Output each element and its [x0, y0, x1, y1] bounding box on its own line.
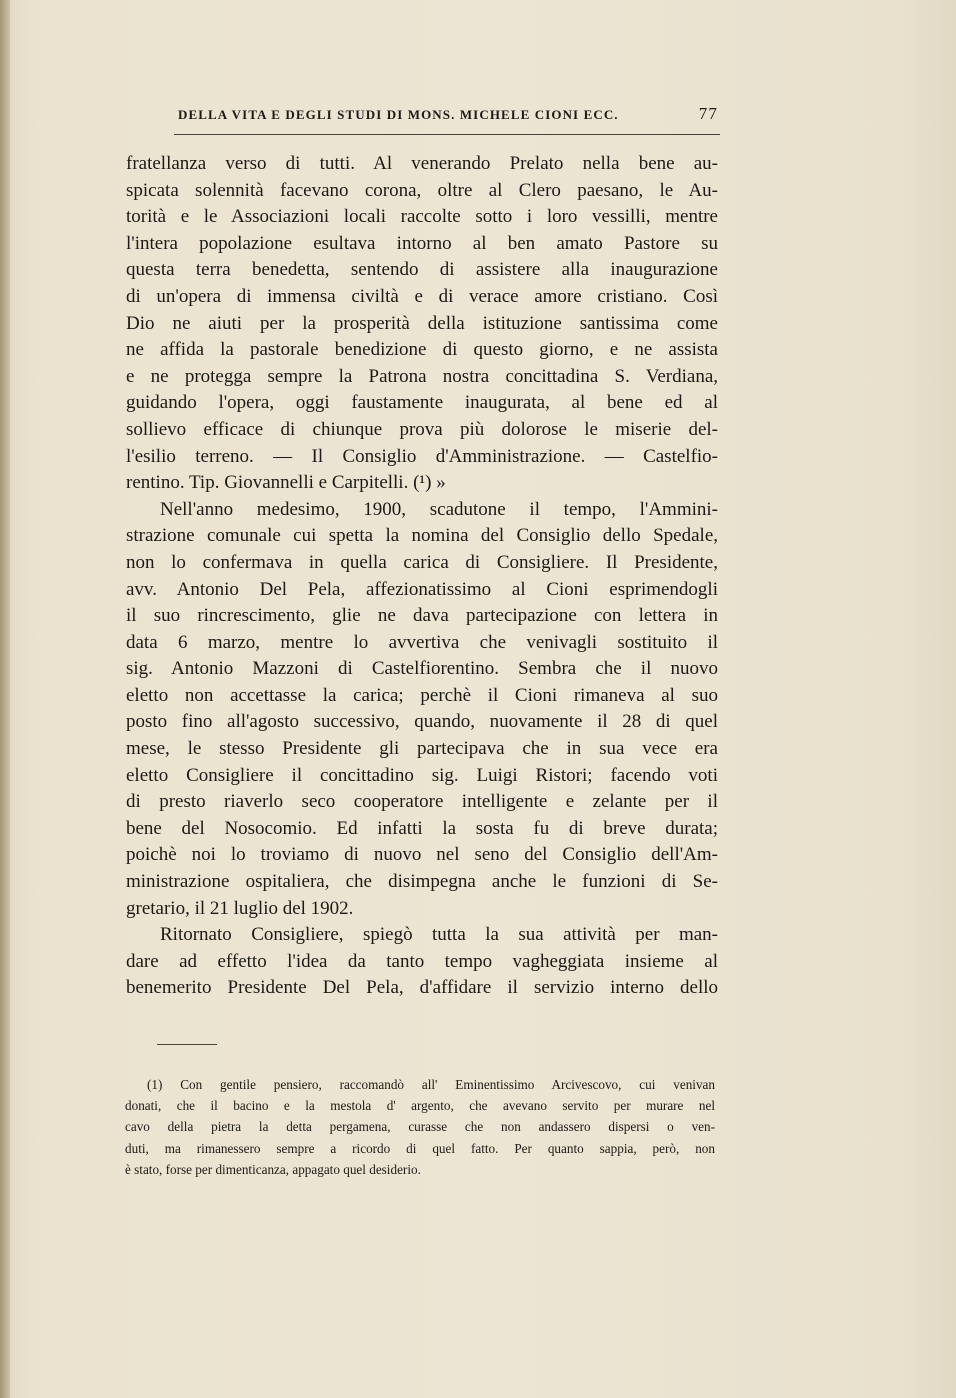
- body-line: l'intera popolazione esultava intorno al ben amato Pastore su: [126, 232, 718, 254]
- footnote: [125, 1074, 715, 1180]
- body-line: guidando l'opera, oggi faustamente inaugurata, al bene ed al: [126, 392, 718, 414]
- body-line: rentino. Tip. Giovannelli e Carpitelli. (¹) »: [126, 472, 446, 494]
- body-line: l'esilio terreno. — Il Consiglio d'Amministrazione. — Castelfio-: [126, 445, 718, 467]
- body-line: eletto non accettasse la carica; perchè il Cioni rimaneva al suo: [126, 684, 718, 706]
- body-line: il suo rincrescimento, glie ne dava partecipazione con lettera in: [126, 605, 718, 627]
- footnote-line: (1) Con gentile pensiero, raccomandò all' Eminentissimo Arcivescovo, cui venivan: [147, 1077, 715, 1092]
- body-line: data 6 marzo, mentre lo avvertiva che venivagli sostituito il: [126, 631, 718, 653]
- running-title: DELLA VITA E DEGLI STUDI DI MONS. MICHELE CIONI ECC.: [178, 107, 619, 122]
- header-rule: [174, 134, 720, 135]
- body-line: ministrazione ospitaliera, che disimpegna anche le funzioni di Se-: [126, 871, 718, 893]
- paragraph-start-line: Nell'anno medesimo, 1900, scadutone il tempo, l'Ammini-: [160, 498, 718, 520]
- body-text: [126, 151, 718, 1002]
- paragraph-start-line: Ritornato Consigliere, spiegò tutta la sua attività per man-: [160, 924, 718, 946]
- body-line: posto fino all'agosto successivo, quando, nuovamente il 28 di quel: [126, 711, 718, 733]
- body-line: non lo confermava in quella carica di Consigliere. Il Presidente,: [126, 551, 718, 573]
- body-line: sig. Antonio Mazzoni di Castelfiorentino. Sembra che il nuovo: [126, 658, 718, 680]
- body-line: torità e le Associazioni locali raccolte sotto i loro vessilli, mentre: [126, 206, 718, 228]
- footnote-line: duti, ma rimanessero sempre a ricordo di quel fatto. Per quanto sappia, però, non: [125, 1140, 715, 1156]
- book-spine-shadow: [0, 0, 10, 1398]
- running-header: [178, 104, 718, 126]
- body-line: di presto riaverlo seco cooperatore intelligente e zelante per il: [126, 791, 718, 813]
- footnote-line: donati, che il bacino e la mestola d' argento, che avevano servito per murare nel: [125, 1098, 715, 1114]
- body-line: poichè noi lo troviamo di nuovo nel seno del Consiglio dell'Am-: [126, 844, 718, 866]
- body-line: eletto Consigliere il concittadino sig. Luigi Ristori; facendo voti: [126, 764, 718, 786]
- body-line: strazione comunale cui spetta la nomina del Consiglio dello Spedale,: [126, 525, 718, 547]
- page-number: 77: [698, 104, 718, 123]
- body-line: avv. Antonio Del Pela, affezionatissimo al Cioni esprimendogli: [126, 578, 718, 600]
- body-line: Dio ne aiuti per la prosperità della istituzione santissima come: [126, 312, 718, 334]
- body-line: bene del Nosocomio. Ed infatti la sosta fu di breve durata;: [126, 817, 718, 839]
- body-line: mese, le stesso Presidente gli partecipava che in sua vece era: [126, 738, 718, 760]
- body-line: fratellanza verso di tutti. Al venerando Prelato nella bene au-: [126, 153, 718, 174]
- body-line: dare ad effetto l'idea da tanto tempo vagheggiata insieme al: [126, 950, 718, 972]
- body-line: sollievo efficace di chiunque prova più dolorose le miserie del-: [126, 418, 718, 440]
- footnote-line: è stato, forse per dimenticanza, appagato quel desiderio.: [125, 1161, 421, 1177]
- footnote-line: cavo della pietra la detta pergamena, curasse che non andassero dispersi o ven-: [125, 1119, 715, 1135]
- body-line: di un'opera di immensa civiltà e di verace amore cristiano. Così: [126, 285, 718, 307]
- body-line: spicata solennità facevano corona, oltre al Clero paesano, le Au-: [126, 179, 718, 201]
- body-line: ne affida la pastorale benedizione di questo giorno, e ne assista: [126, 339, 718, 361]
- body-line: questa terra benedetta, sentendo di assistere alla inaugurazione: [126, 259, 718, 281]
- body-line: benemerito Presidente Del Pela, d'affidare il servizio interno dello: [126, 977, 718, 999]
- body-line: gretario, il 21 luglio del 1902.: [126, 897, 354, 919]
- body-line: e ne protegga sempre la Patrona nostra concittadina S. Verdiana,: [126, 365, 718, 387]
- footnote-rule: [157, 1044, 217, 1045]
